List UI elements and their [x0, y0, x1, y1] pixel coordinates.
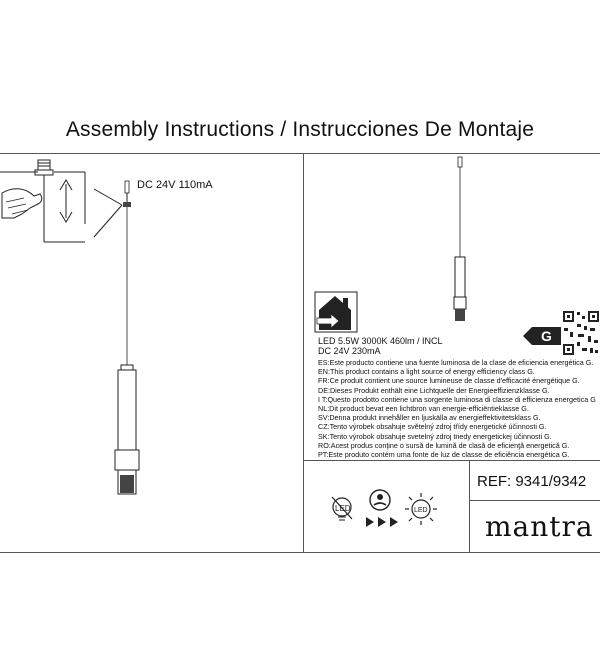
energy-text-line: NL:Dit product bevat een lichtbron van energie-efficiëntieklasse G.	[318, 404, 529, 414]
small-lamp-drawing	[450, 157, 470, 337]
footer-divider	[469, 460, 470, 553]
energy-text-line: RO:Acest produs conţine o sursă de lumină de clasă de eficienţă energetică G.	[318, 440, 570, 450]
arrows-icon	[366, 517, 400, 527]
energy-class-icon	[523, 327, 561, 345]
spec-line: DC 24V 230mA	[318, 346, 381, 356]
product-ref: REF: 9341/9342	[477, 473, 587, 490]
energy-text-line: FR:Ce produit contient une source lumineuse de classe d'efficacité énergétique G.	[318, 376, 580, 386]
led-text: LED	[335, 504, 351, 513]
energy-text-line: PT:Este produto contém uma fonte de luz de classe de eficiência energética G.	[318, 450, 570, 460]
indoor-use-icon	[315, 292, 357, 332]
spec-line: LED 5.5W 3000K 460lm / INCL	[318, 336, 443, 346]
section-divider	[303, 460, 600, 461]
page-title: Assembly Instructions / Instrucciones De Montaje	[65, 118, 535, 141]
led-light-icon	[404, 492, 438, 526]
energy-text-line: SK:Tento výrobok obsahuje svetelný zdroj triedy energetickej účinnosti G.	[318, 431, 552, 441]
dc-label: DC 24V 110mA	[137, 179, 213, 191]
led-bulb-icon	[326, 493, 358, 525]
energy-text-line: DE:Dieses Produkt enthält eine Lichtquelle der Energieeffizienzklasse G.	[318, 385, 550, 395]
energy-text-line: ES:Este producto contiene una fuente luminosa de la clase de eficiencia energética G.	[318, 358, 594, 367]
energy-text-list	[318, 358, 596, 459]
pendant-lamp-drawing	[90, 175, 150, 535]
panel-divider	[303, 153, 304, 553]
energy-text-line: CZ:Tento výrobek obsahuje světelný zdroj třídy energetické účinnosti G.	[318, 422, 547, 432]
brand-name: mantra	[485, 510, 594, 543]
recycle-person-icon	[368, 488, 392, 512]
energy-class-label: G	[541, 328, 552, 344]
energy-text-line: I T:Questo prodotto contiene una sorgente luminosa di classe di efficienza energetica G	[318, 394, 596, 404]
hand-install-illustration	[0, 158, 95, 248]
brand-logo	[485, 510, 594, 543]
energy-text-line: EN:This product contains a light source of energy efficiency class G.	[318, 367, 535, 377]
spec-text	[318, 336, 443, 356]
energy-text-line: SV:Denna produkt innehåller en ljuskälla av energieffektivitetsklass G.	[318, 413, 541, 423]
led-light-text: LED	[414, 507, 428, 514]
qr-code-icon	[562, 310, 600, 356]
ref-divider	[469, 500, 600, 501]
